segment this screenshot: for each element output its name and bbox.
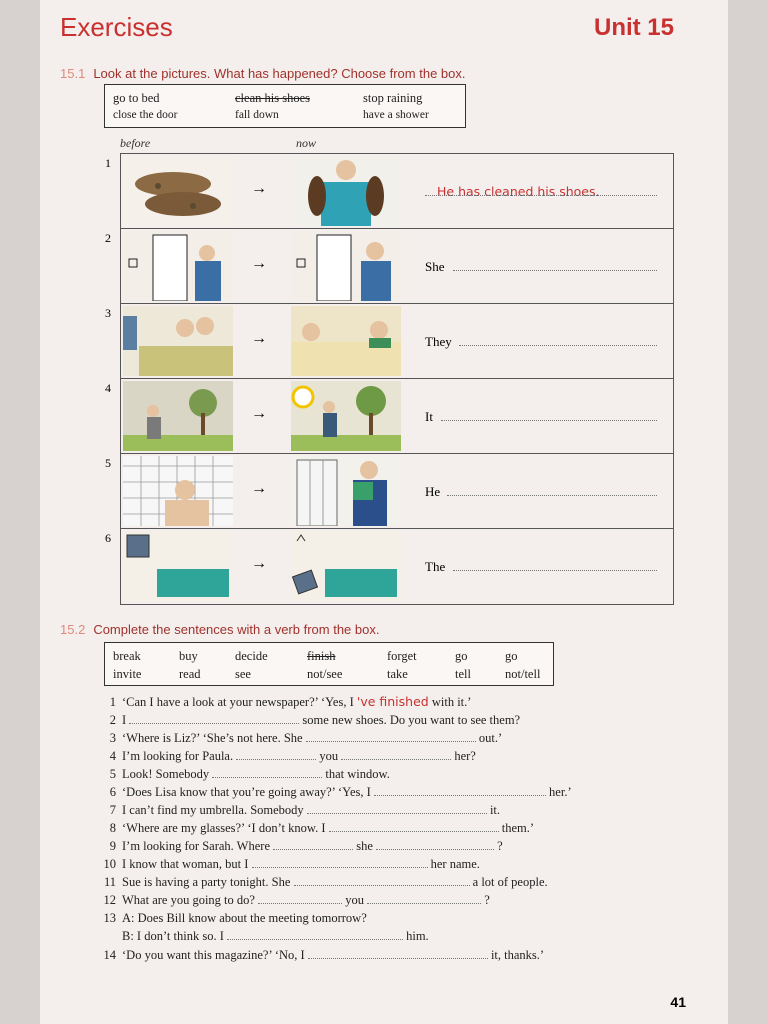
row-number: 2: [105, 231, 111, 245]
answer-blank[interactable]: [294, 875, 470, 886]
sentence-text: them.’: [498, 821, 535, 835]
picture-row: [105, 454, 673, 529]
box-word: break: [113, 649, 141, 663]
picture-row: [105, 379, 673, 454]
sentence-14: [100, 948, 544, 963]
sentence-number: 13: [103, 911, 116, 925]
rainy-day-picture: [123, 381, 233, 451]
exercise-number: 15.1: [60, 66, 86, 81]
sentence-text: him.: [402, 929, 429, 943]
man-after-shower-picture: [291, 456, 401, 526]
exercise-instruction: Look at the pictures. What has happened? Choose from the box.: [93, 66, 466, 81]
exercise-number: 15.2: [60, 622, 86, 637]
sentence-text: Look! Somebody: [122, 767, 213, 781]
sentence-number: 12: [103, 893, 116, 907]
sentence-text: her name.: [427, 857, 480, 871]
unit-label: Unit 15: [593, 14, 674, 41]
sentence-text: ?: [494, 839, 503, 853]
sentence-number: 6: [109, 785, 116, 799]
box-word: go: [505, 649, 518, 663]
answer-line[interactable]: [425, 259, 657, 275]
woman-at-open-door-picture: [123, 231, 233, 301]
answer-blank[interactable]: [306, 731, 476, 742]
exercise-instruction: Complete the sentences with a verb from the box.: [93, 622, 380, 637]
row-number: 1: [105, 156, 111, 170]
workbook-page: [40, 0, 728, 1024]
sentence-text: ‘Can I have a look at your newspaper?’ ‘Yes, I: [122, 695, 357, 709]
sentence-1: [100, 694, 471, 710]
sentence-number: 2: [109, 713, 116, 727]
sentence-text: she: [353, 839, 377, 853]
dotted-line: [441, 420, 657, 421]
dotted-line: [447, 495, 657, 496]
sentence-text: I know that woman, but I: [122, 857, 252, 871]
answer-blank[interactable]: [341, 749, 451, 760]
sentence-text: I: [122, 713, 130, 727]
sentence-text: Sue is having a party tonight. She: [122, 875, 294, 889]
box-word: invite: [113, 667, 142, 681]
sentence-text: ‘Where is Liz?’ ‘She’s not here. She: [122, 731, 306, 745]
sentence-number: 9: [109, 839, 116, 853]
answer-blank[interactable]: [376, 839, 494, 850]
sentence-text: it.: [486, 803, 501, 817]
sentence-text: ‘Where are my glasses?’ ‘I don’t know. I: [122, 821, 329, 835]
answer-line[interactable]: [425, 184, 657, 200]
box-word: tell: [455, 667, 471, 681]
arrow-icon: →: [251, 405, 267, 422]
box-word-used: finish: [307, 649, 336, 663]
page-title: Exercises: [60, 12, 173, 42]
answer-blank[interactable]: [212, 767, 322, 778]
box-word: stop raining: [363, 91, 423, 105]
box-word: not/see: [307, 667, 343, 681]
box-word: decide: [235, 649, 268, 663]
answer-blank[interactable]: [308, 948, 488, 959]
sentence-number: 14: [103, 948, 116, 962]
sentence-text: with it.’: [428, 695, 472, 709]
row-number: 5: [105, 456, 111, 470]
sentence-text: her?: [451, 749, 476, 763]
box-word: forget: [387, 649, 417, 663]
sentence-text: out.’: [475, 731, 503, 745]
sentence-number: 1: [109, 695, 116, 709]
arrow-icon: →: [251, 180, 267, 197]
column-before-label: before: [120, 136, 151, 150]
answer-blank[interactable]: [273, 839, 353, 850]
sentence-text: B: I don’t think so. I: [122, 929, 227, 943]
box-word: see: [235, 667, 251, 681]
handwritten-answer: He has cleaned his shoes.: [437, 184, 600, 199]
sentence-text: What are you going to do?: [122, 893, 259, 907]
row-number: 4: [105, 381, 111, 395]
fallen-picture-picture: [291, 531, 401, 601]
sentence-number: 7: [109, 803, 116, 817]
sentence-12: [100, 893, 490, 908]
arrow-icon: →: [251, 555, 267, 572]
answer-blank[interactable]: [367, 893, 481, 904]
box-word: have a shower: [363, 109, 429, 121]
arrow-icon: →: [251, 255, 267, 272]
row-number: 6: [105, 531, 111, 545]
sentence-9: [100, 839, 503, 854]
word-box-15-2: [104, 642, 554, 686]
answer-blank[interactable]: [252, 857, 428, 868]
sentence-13b: [100, 929, 429, 944]
box-word: take: [387, 667, 408, 681]
sentence-text: I’m looking for Sarah. Where: [122, 839, 274, 853]
sentence-number: 11: [103, 875, 116, 889]
dotted-line: [425, 195, 657, 196]
box-word: read: [179, 667, 201, 681]
picture-row: [105, 529, 673, 604]
sentence-7: [100, 803, 500, 818]
box-word: not/tell: [505, 667, 541, 681]
answer-blank[interactable]: [236, 749, 316, 760]
answer-blank[interactable]: [374, 785, 546, 796]
sentence-number: 3: [109, 731, 116, 745]
sentence-11: [100, 875, 548, 890]
sentence-5: [100, 767, 390, 782]
sentence-2: [100, 713, 520, 728]
box-word: close the door: [113, 109, 178, 121]
box-word: go: [455, 649, 468, 663]
answer-blank[interactable]: [227, 929, 403, 940]
man-holding-shoes-picture: [291, 156, 401, 226]
box-word: go to bed: [113, 91, 160, 105]
answer-blank[interactable]: [307, 803, 487, 814]
dirty-shoes-picture: [123, 156, 233, 226]
man-in-shower-picture: [123, 456, 233, 526]
answer-line[interactable]: [425, 559, 657, 575]
answer-prompt: It: [425, 409, 433, 424]
sentence-text: a lot of people.: [469, 875, 548, 889]
answer-prompt: She: [425, 259, 445, 274]
picture-row: [105, 304, 673, 379]
sentence-13a: [100, 911, 367, 926]
sentence-text: I’m looking for Paula.: [122, 749, 237, 763]
sentence-number: 10: [103, 857, 116, 871]
word-box-15-1: [104, 84, 466, 128]
sentence-text: ?: [481, 893, 490, 907]
answer-blank[interactable]: [329, 821, 499, 832]
picture-row: [105, 154, 673, 229]
sunny-day-picture: [291, 381, 401, 451]
picture-row: [105, 229, 673, 304]
sentence-text: ‘Does Lisa know that you’re going away?’ ‘Yes, I: [122, 785, 374, 799]
sentence-number: 4: [109, 749, 116, 763]
sentence-4: [100, 749, 476, 764]
sentence-text: her.’: [545, 785, 572, 799]
box-word: fall down: [235, 109, 279, 121]
dotted-line: [453, 570, 657, 571]
handwritten-answer: 've finished: [356, 694, 429, 709]
arrow-icon: →: [251, 480, 267, 497]
sentence-6: [100, 785, 572, 800]
sentence-8: [100, 821, 534, 836]
page-number: 41: [670, 994, 686, 1010]
sentence-number: 5: [109, 767, 116, 781]
sentence-number: 8: [109, 821, 116, 835]
arrow-icon: →: [251, 330, 267, 347]
dotted-line: [459, 345, 657, 346]
picture-grid: [105, 153, 674, 605]
row-number: 3: [105, 306, 111, 320]
exercise-15-2-heading: [60, 622, 379, 637]
dotted-line: [453, 270, 657, 271]
picture-on-wall-picture: [123, 531, 233, 601]
answer-line[interactable]: [425, 409, 657, 425]
answer-prompt: The: [425, 559, 446, 574]
box-word: buy: [179, 649, 198, 663]
sentence-text: ‘Do you want this magazine?’ ‘No, I: [122, 948, 308, 962]
column-now-label: now: [296, 136, 317, 150]
sentence-text: I can’t find my umbrella. Somebody: [122, 803, 307, 817]
sentence-text: it, thanks.’: [487, 948, 545, 962]
answer-blank[interactable]: [258, 893, 342, 904]
sentence-3: [100, 731, 502, 746]
couple-on-sofa-picture: [123, 306, 233, 376]
sentence-text: you: [316, 749, 342, 763]
sentence-text: that window.: [322, 767, 390, 781]
sentence-text: you: [342, 893, 368, 907]
box-word-used: clean his shoes: [235, 91, 310, 105]
couple-in-bed-picture: [291, 306, 401, 376]
woman-closed-door-picture: [291, 231, 401, 301]
answer-line[interactable]: [425, 484, 657, 500]
answer-blank[interactable]: [129, 713, 299, 724]
exercise-15-1-heading: [60, 66, 466, 81]
sentence-text: A: Does Bill know about the meeting tomorrow?: [122, 911, 367, 925]
answer-prompt: They: [425, 334, 452, 349]
sentence-text: some new shoes. Do you want to see them?: [299, 713, 521, 727]
answer-prompt: He: [425, 484, 441, 499]
sentence-10: [100, 857, 480, 872]
answer-line[interactable]: [425, 334, 657, 350]
